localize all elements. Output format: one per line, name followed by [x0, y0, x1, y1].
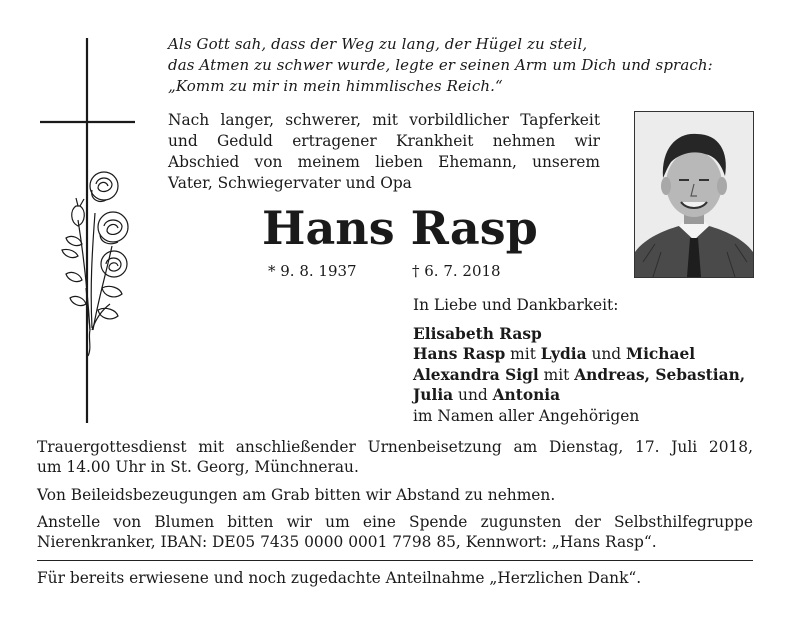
mourner-line: [413, 344, 783, 365]
mourner-line: [413, 324, 783, 345]
connector-text: und: [453, 386, 493, 404]
mourner-name: Michael: [626, 345, 696, 363]
condolence-note: Von Beileidsbezeugungen am Grab bitten wir Abstand zu nehmen.: [37, 486, 556, 504]
closing-thanks: Für bereits erwiesene und noch zugedachte Anteilnahme „Herzlichen Dank“.: [37, 569, 642, 587]
mourners-footer: im Namen aller Angehörigen: [413, 406, 640, 425]
poem-line: „Komm zu mir in mein himmlisches Reich.“: [168, 77, 503, 95]
connector-text: mit: [538, 365, 575, 384]
announcement-text: [168, 110, 600, 194]
mourner-name: Antonia: [492, 386, 561, 404]
announcement-line: Vater, Schwiegervater und Opa: [168, 174, 412, 192]
announcement-line: und Geduld ertragener Krankheit nehmen wir: [168, 132, 600, 150]
mourner-name: Elisabeth Rasp: [413, 324, 542, 343]
service-info: [37, 437, 753, 477]
mourner-name: Lydia: [540, 345, 587, 363]
mourner-name: Hans Rasp: [413, 345, 506, 363]
mourners-heading: In Liebe und Dankbarkeit:: [413, 296, 619, 314]
connector-text: und: [586, 345, 627, 363]
poem: [168, 34, 768, 97]
donation-line: Nierenkranker, IBAN: DE05 7435 0000 0001 7798 85, Kennwort: „Hans Rasp“.: [37, 533, 657, 551]
mourners-block: [413, 295, 783, 426]
donation-line: Anstelle von Blumen bitten wir um eine Spende zugunsten der Selbsthilfegruppe: [37, 513, 753, 531]
donation-note: [37, 512, 753, 552]
portrait-photo: [634, 111, 754, 278]
announcement-line: Nach langer, schwerer, mit vorbildlicher Tapferkeit: [168, 111, 600, 129]
mourner-name: Julia: [413, 386, 454, 404]
mourner-line: [413, 385, 783, 406]
mourner-name: Alexandra Sigl: [413, 365, 539, 384]
divider: [37, 560, 753, 561]
death-date: † 6. 7. 2018: [412, 262, 501, 280]
deceased-name-text: Hans Rasp: [262, 201, 538, 255]
announcement-line: Abschied von meinem lieben Ehemann, unserem: [168, 153, 600, 171]
service-line: Trauergottesdienst mit anschließender Urnenbeisetzung am Dienstag, 17. Juli 2018,: [37, 438, 753, 456]
roses-icon: [62, 172, 128, 356]
mourner-line: [413, 365, 783, 386]
service-line: um 14.00 Uhr in St. Georg, Münchnerau.: [37, 458, 359, 476]
birth-date: * 9. 8. 1937: [268, 262, 357, 280]
connector-text: mit: [505, 345, 541, 363]
cross-with-roses: [40, 38, 180, 428]
poem-line: das Atmen zu schwer wurde, legte er seinen Arm um Dich und sprach:: [168, 56, 713, 74]
mourner-name: Andreas, Sebastian,: [574, 365, 746, 384]
poem-line: Als Gott sah, dass der Weg zu lang, der Hügel zu steil,: [168, 35, 588, 53]
